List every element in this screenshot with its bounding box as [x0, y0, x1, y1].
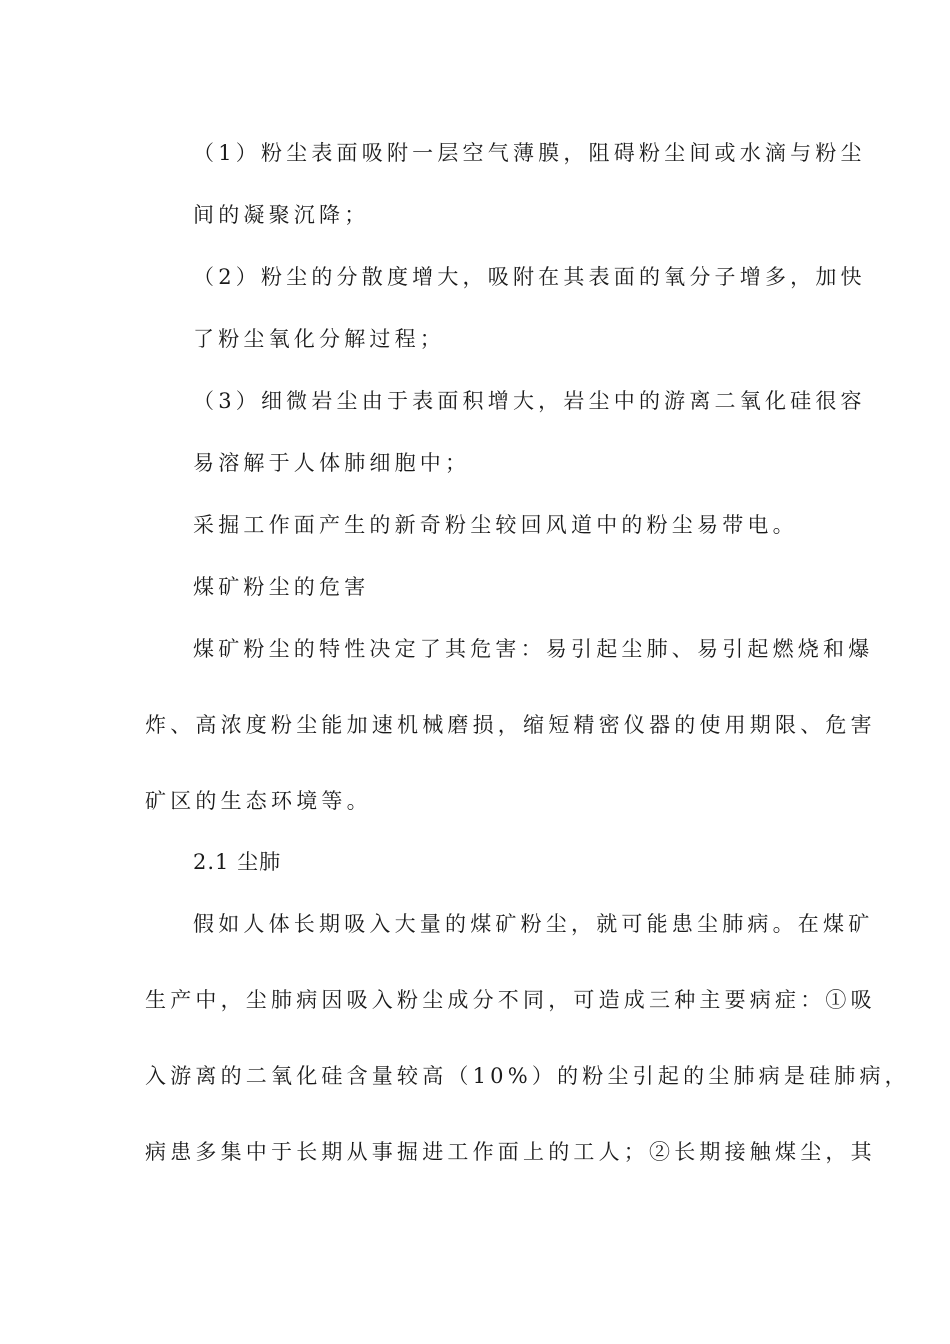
statement-text: 采掘工作面产生的新奇粉尘较回风道中的粉尘易带电。	[193, 513, 798, 537]
list-item-3-line-2: 易溶解于人体肺细胞中；	[193, 451, 471, 475]
pneumoconiosis-paragraph-line-4: 病患多集中于长期从事掘进工作面上的工人；②长期接触煤尘，其	[145, 1140, 876, 1164]
hazard-paragraph-line-2: 炸、高浓度粉尘能加速机械磨损，缩短精密仪器的使用期限、危害	[145, 713, 876, 737]
list-item-1-line-2: 间的凝聚沉降；	[193, 203, 370, 227]
section-heading-hazards: 煤矿粉尘的危害	[193, 575, 370, 599]
list-item-2-line-2: 了粉尘氧化分解过程；	[193, 327, 445, 351]
subsection-heading-pneumoconiosis: 2.1 尘肺	[193, 850, 282, 874]
pneumoconiosis-paragraph-line-2: 生产中，尘肺病因吸入粉尘成分不同，可造成三种主要病症：①吸	[145, 988, 876, 1012]
pneumoconiosis-paragraph-line-3: 入游离的二氧化硅含量较高（10%）的粉尘引起的尘肺病是硅肺病，	[145, 1064, 910, 1088]
pneumoconiosis-paragraph-line-1: 假如人体长期吸入大量的煤矿粉尘，就可能患尘肺病。在煤矿	[193, 912, 874, 936]
hazard-paragraph-line-1: 煤矿粉尘的特性决定了其危害：易引起尘肺、易引起燃烧和爆	[193, 637, 874, 661]
hazard-paragraph-line-3: 矿区的生态环境等。	[145, 789, 372, 813]
list-item-1-line-1: （1）粉尘表面吸附一层空气薄膜，阻碍粉尘间或水滴与粉尘	[193, 141, 866, 165]
list-item-2-line-1: （2）粉尘的分散度增大，吸附在其表面的氧分子增多，加快	[193, 265, 866, 289]
list-item-3-line-1: （3）细微岩尘由于表面积增大，岩尘中的游离二氧化硅很容	[193, 389, 866, 413]
